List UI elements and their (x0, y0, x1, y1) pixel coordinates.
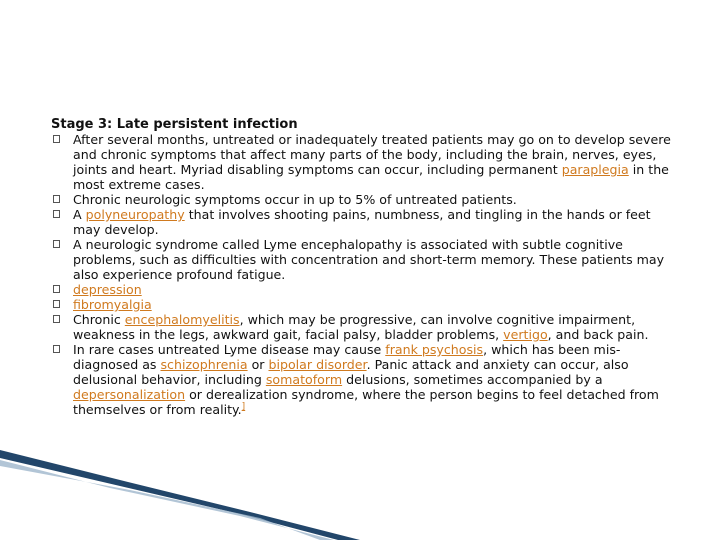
bullet-item (51, 297, 681, 312)
link-schizophrenia[interactable]: schizophrenia (160, 357, 248, 372)
bullet-item (51, 282, 681, 297)
link-frank-psychosis[interactable]: frank psychosis (385, 342, 484, 357)
bullet-box-icon (53, 315, 60, 323)
link-depression[interactable]: depression (73, 282, 142, 297)
bullet-box-icon (53, 345, 60, 353)
bullet-box-icon (53, 195, 60, 203)
bullet-item: After several months, untreated or inadequately treated patients may go on to develop severe and chronic symptoms that affect many parts of the body, including the brain, nerves, eyes, joints and heart. Myriad disabling symptoms can occur, including permanent paraplegia in the most extreme cases. (51, 132, 681, 192)
bullet-item: In rare cases untreated Lyme disease may cause frank psychosis, which has been mis-diagnosed as schizophrenia or bipolar disorder. Panic attack and anxiety can occur, also delusional behavior, including somatoform delusions, sometimes accompanied by a depersonalization or derealization syndrome, where the person begins to feel detached from themselves or from reality.] (51, 342, 681, 417)
bullet-item: A polyneuropathy that involves shooting pains, numbness, and tingling in the hands or feet may develop. (51, 207, 681, 237)
swoosh-white-fill (0, 468, 300, 540)
slide-heading: Stage 3: Late persistent infection (51, 117, 298, 132)
bullet-list (51, 132, 681, 417)
bullet-item: A neurologic syndrome called Lyme encephalopathy is associated with subtle cognitive problems, such as difficulties with concentration and short-term memory. These patients may also experience profound fatigue. (51, 237, 681, 282)
bullet-box-icon (53, 240, 60, 248)
footer-swoosh-decoration (0, 450, 720, 540)
bullet-box-icon (53, 135, 60, 143)
reference-link[interactable]: ] (241, 401, 246, 412)
bullet-box-icon (53, 285, 60, 293)
link-paraplegia[interactable]: paraplegia (561, 162, 629, 177)
link-bipolar-disorder[interactable]: bipolar disorder (268, 357, 367, 372)
link-polyneuropathy[interactable]: polyneuropathy (85, 207, 185, 222)
link-fibromyalgia[interactable]: fibromyalgia (73, 297, 152, 312)
link-vertigo[interactable]: vertigo (503, 327, 548, 342)
link-somatoform[interactable]: somatoform (265, 372, 343, 387)
bullet-box-icon (53, 210, 60, 218)
bullet-item: Chronic neurologic symptoms occur in up to 5% of untreated patients. (51, 192, 681, 207)
bullet-box-icon (53, 300, 60, 308)
link-encephalomyelitis[interactable]: encephalomyelitis (124, 312, 240, 327)
slide-content (51, 117, 681, 417)
link-depersonalization[interactable]: depersonalization (73, 387, 186, 402)
bullet-item: Chronic encephalomyelitis, which may be progressive, can involve cognitive impairment, weakness in the legs, awkward gait, facial palsy, bladder problems, vertigo, and back pain. (51, 312, 681, 342)
